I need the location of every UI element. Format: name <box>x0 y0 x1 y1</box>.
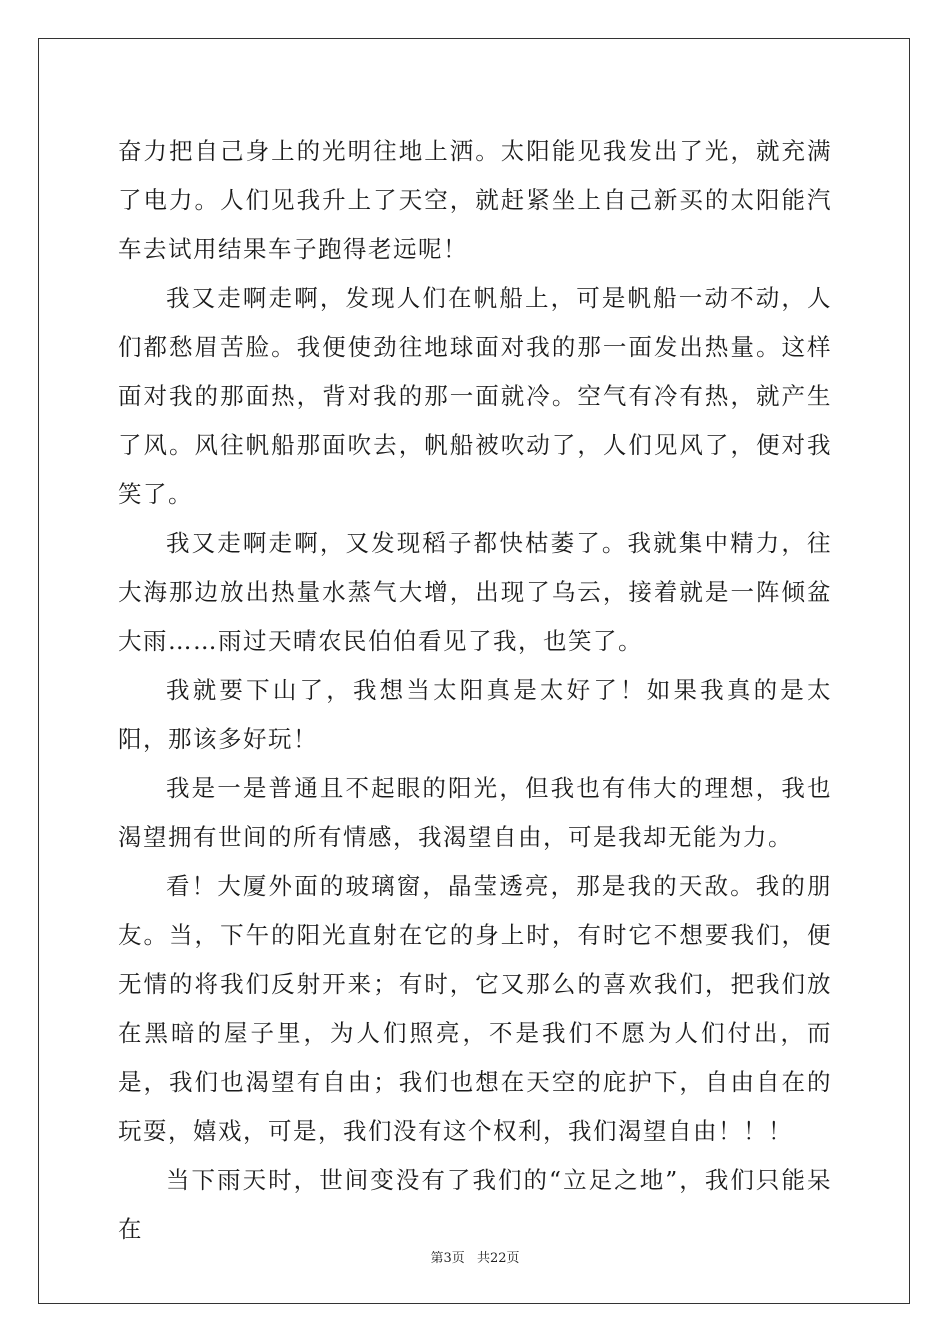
paragraph: 我又走啊走啊，又发现稻子都快枯萎了。我就集中精力，往大海那边放出热量水蒸气大增，出现了乌云，接着就是一阵倾盆大雨……雨过天晴农民伯伯看见了我，也笑了。 <box>118 529 832 655</box>
page-footer <box>0 1247 950 1266</box>
paragraph: 当下雨天时，世间变没有了我们的“立足之地”，我们只能呆在 <box>118 1166 832 1243</box>
page-number: 第3页 <box>430 1251 465 1266</box>
total-pages: 共22页 <box>476 1251 520 1266</box>
document-body <box>118 127 832 1254</box>
paragraph: 看！大厦外面的玻璃窗，晶莹透亮，那是我的天敌。我的朋友。当，下午的阳光直射在它的身上时，有时它不想要我们，便无情的将我们反射开来；有时，它又那么的喜欢我们，把我们放在黑暗的屋子里，为人们照亮，不是我们不愿为人们付出，而是，我们也渴望有自由；我们也想在天空的庇护下，自由自在的玩耍，嬉戏，可是，我们没有这个权利，我们渴望自由！！！ <box>118 872 832 1145</box>
paragraph: 我是一是普通且不起眼的阳光，但我也有伟大的理想，我也渴望拥有世间的所有情感，我渴望自由，可是我却无能为力。 <box>118 774 832 851</box>
paragraph: 我又走啊走啊，发现人们在帆船上，可是帆船一动不动，人们都愁眉苦脸。我便使劲往地球面对我的那一面发出热量。这样面对我的那面热，背对我的那一面就冷。空气有冷有热，就产生了风。风往帆船那面吹去，帆船被吹动了，人们见风了，便对我笑了。 <box>118 284 832 508</box>
paragraph: 我就要下山了，我想当太阳真是太好了！如果我真的是太阳，那该多好玩！ <box>118 676 832 753</box>
paragraph: 奋力把自己身上的光明往地上洒。太阳能见我发出了光，就充满了电力。人们见我升上了天空，就赶紧坐上自己新买的太阳能汽车去试用结果车子跑得老远呢！ <box>118 137 832 263</box>
